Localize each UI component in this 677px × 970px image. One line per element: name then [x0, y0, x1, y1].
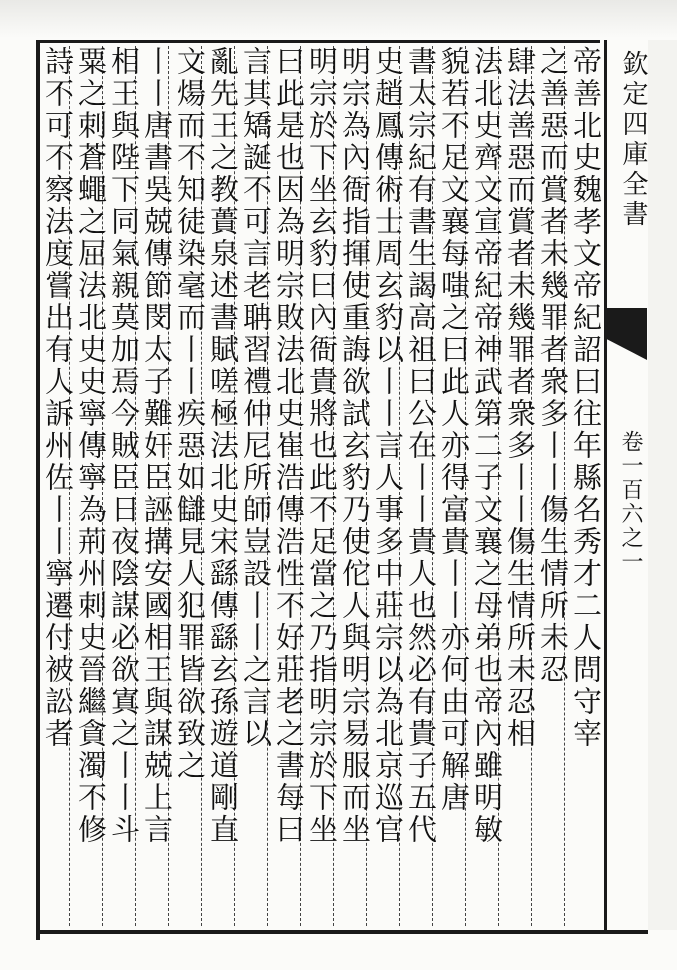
text-column-14: 丨丨唐書吳兢傳節閔太子難奸臣誣搆安國相王與謀兢上言 [140, 46, 174, 846]
frame-bottom-rule [36, 930, 648, 934]
text-column-15: 相王與陛下同氣親莫加焉今賊臣日夜陰謀必欲寘之丨丨斗 [107, 46, 141, 846]
text-column-3: 肆法善惡而賞者未幾罪者衆多丨丨傷生情所未忍相 [503, 46, 537, 750]
text-column-12: 亂先王之教蕢泉述書賦嗟極法北史宋繇傳繇玄孫遊道剛直 [206, 46, 240, 846]
text-column-13: 文煬而不知徒染毫而丨丨疾惡如讎見人犯罪皆欲致之 [173, 46, 207, 782]
text-column-17: 詩不可不察法度嘗出有人訴州佐丨丨寧遷付被訟者 [41, 46, 75, 750]
text-column-6: 書太宗紀有書生謁高祖曰公在丨丨貴人也然必有貴子五代 [404, 46, 438, 846]
book-title: 欽定四庫全書 [618, 50, 648, 230]
text-column-8: 明宗為內衙指揮使重誨欲試玄豹乃使佗人與明宗易服而坐 [338, 46, 372, 846]
text-column-11: 言其矯誕不可言老聃習禮仲尼所師豈設丨丨之言以 [239, 46, 273, 750]
text-column-7: 史趙鳳傳術士周玄豹以丨丨言人事多中莊宗以為北京巡官 [371, 46, 405, 846]
text-column-1: 帝善北史魏孝文帝紀詔曰往年縣名秀才二人問守宰 [569, 46, 603, 750]
text-column-2: 之善惡而賞者未幾罪者衆多丨丨傷生情所未忍 [536, 46, 570, 686]
scan-shadow [0, 0, 677, 38]
center-margin-strip [604, 40, 647, 930]
text-column-16: 粟之刺蒼蠅之屈法北史史寧傳寧為荊州刺史晉繼貪濁不修 [74, 46, 108, 846]
text-column-5: 貌若不足文襄每嗤之曰此人亦得富貴丨丨亦何由可解唐 [437, 46, 471, 814]
frame-top-rule [40, 40, 600, 43]
page-edge [648, 40, 677, 930]
text-column-4: 法北史齊文宣帝紀帝神武第二子文襄之母弟也帝內雖明敏 [470, 46, 504, 846]
text-column-10: 曰此是也因為明宗敗法北史崔浩傳浩性不好莊老之書每曰 [272, 46, 306, 846]
frame-left-rule [36, 40, 40, 940]
fish-tail-mark [607, 308, 647, 360]
text-block [41, 46, 603, 926]
text-column-9: 明宗於下坐玄豹曰內衙貴將也此不足當之乃指明宗於下坐 [305, 46, 339, 846]
volume-number: 卷一百六之一 [618, 430, 643, 574]
